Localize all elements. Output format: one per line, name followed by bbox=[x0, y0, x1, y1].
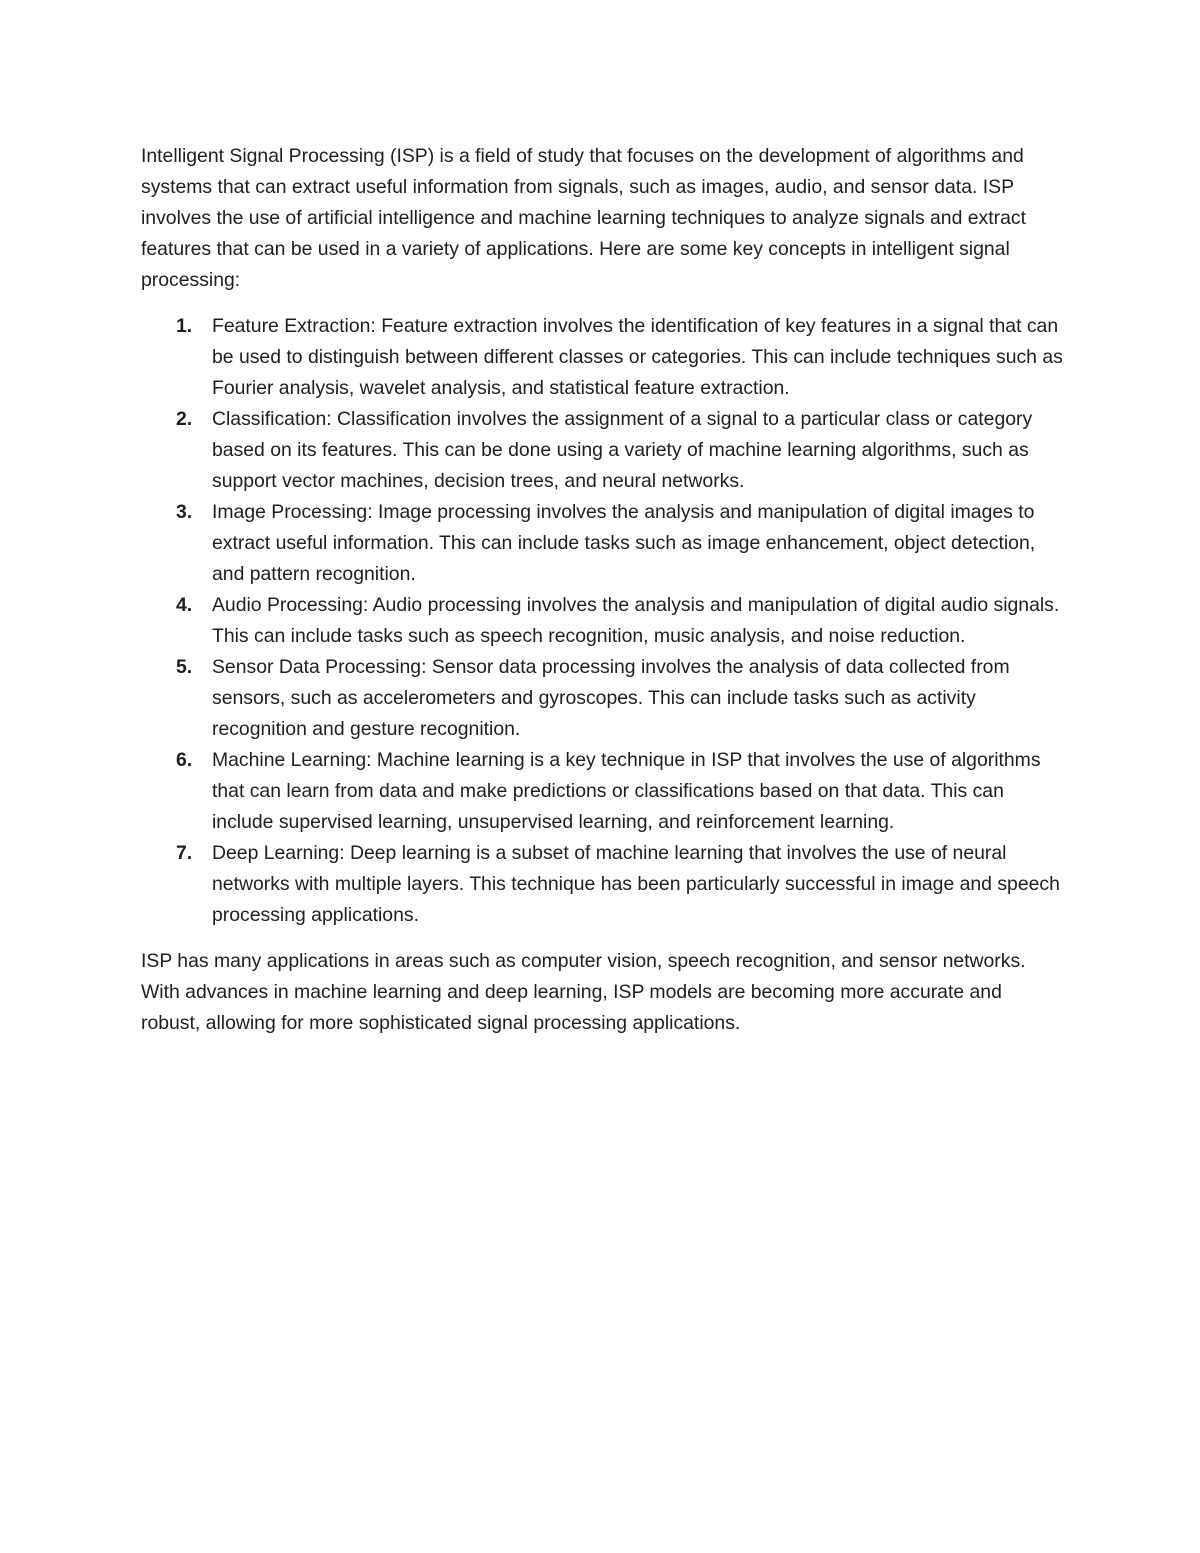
concepts-list bbox=[141, 311, 1066, 931]
list-item bbox=[141, 311, 1066, 404]
list-item bbox=[141, 652, 1066, 745]
conclusion-paragraph: ISP has many applications in areas such as computer vision, speech recognition, and sensor networks. With advances in machine learning and deep learning, ISP models are becoming more accurate and robust, allowing for more sophisticated signal processing applications. bbox=[141, 950, 1026, 1034]
list-item bbox=[141, 404, 1066, 497]
document-page bbox=[141, 141, 1066, 1039]
list-item-number: 4. bbox=[176, 594, 193, 616]
list-item-number: 7. bbox=[176, 842, 193, 864]
list-item-number: 1. bbox=[176, 315, 193, 337]
list-item-text: Image Processing: Image processing involves the analysis and manipulation of digital images to extract useful information. This can include tasks such as image enhancement, object detection, and pattern recognition. bbox=[212, 501, 1036, 585]
intro-paragraph: Intelligent Signal Processing (ISP) is a field of study that focuses on the development of algorithms and systems that can extract useful information from signals, such as images, audio, and sensor data. ISP involves the use of artificial intelligence and machine learning techniques to analyze signals and extract features that can be used in a variety of applications. Here are some key concepts in intelligent signal processing: bbox=[141, 145, 1026, 291]
list-item-text: Sensor Data Processing: Sensor data processing involves the analysis of data collected from sensors, such as accelerometers and gyroscopes. This can include tasks such as activity recognition and gesture recognition. bbox=[212, 656, 1010, 740]
list-item bbox=[141, 497, 1066, 590]
list-item bbox=[141, 838, 1066, 931]
list-item-number: 2. bbox=[176, 408, 193, 430]
list-item bbox=[141, 590, 1066, 652]
list-item-text: Classification: Classification involves the assignment of a signal to a particular class or category based on its features. This can be done using a variety of machine learning algorithms, such as support vector machines, decision trees, and neural networks. bbox=[212, 408, 1033, 492]
list-item-text: Deep Learning: Deep learning is a subset of machine learning that involves the use of neural networks with multiple layers. This technique has been particularly successful in image and speech processing applications. bbox=[212, 842, 1060, 926]
list-item-text: Audio Processing: Audio processing involves the analysis and manipulation of digital audio signals. This can include tasks such as speech recognition, music analysis, and noise reduction. bbox=[212, 594, 1060, 647]
list-item-number: 6. bbox=[176, 749, 193, 771]
list-item-text: Machine Learning: Machine learning is a key technique in ISP that involves the use of algorithms that can learn from data and make predictions or classifications based on that data. This can include supervised learning, unsupervised learning, and reinforcement learning. bbox=[212, 749, 1041, 833]
list-item bbox=[141, 745, 1066, 838]
list-item-number: 3. bbox=[176, 501, 193, 523]
list-item-number: 5. bbox=[176, 656, 193, 678]
list-item-text: Feature Extraction: Feature extraction involves the identification of key features in a signal that can be used to distinguish between different classes or categories. This can include techniques such as Fourier analysis, wavelet analysis, and statistical feature extraction. bbox=[212, 315, 1063, 399]
